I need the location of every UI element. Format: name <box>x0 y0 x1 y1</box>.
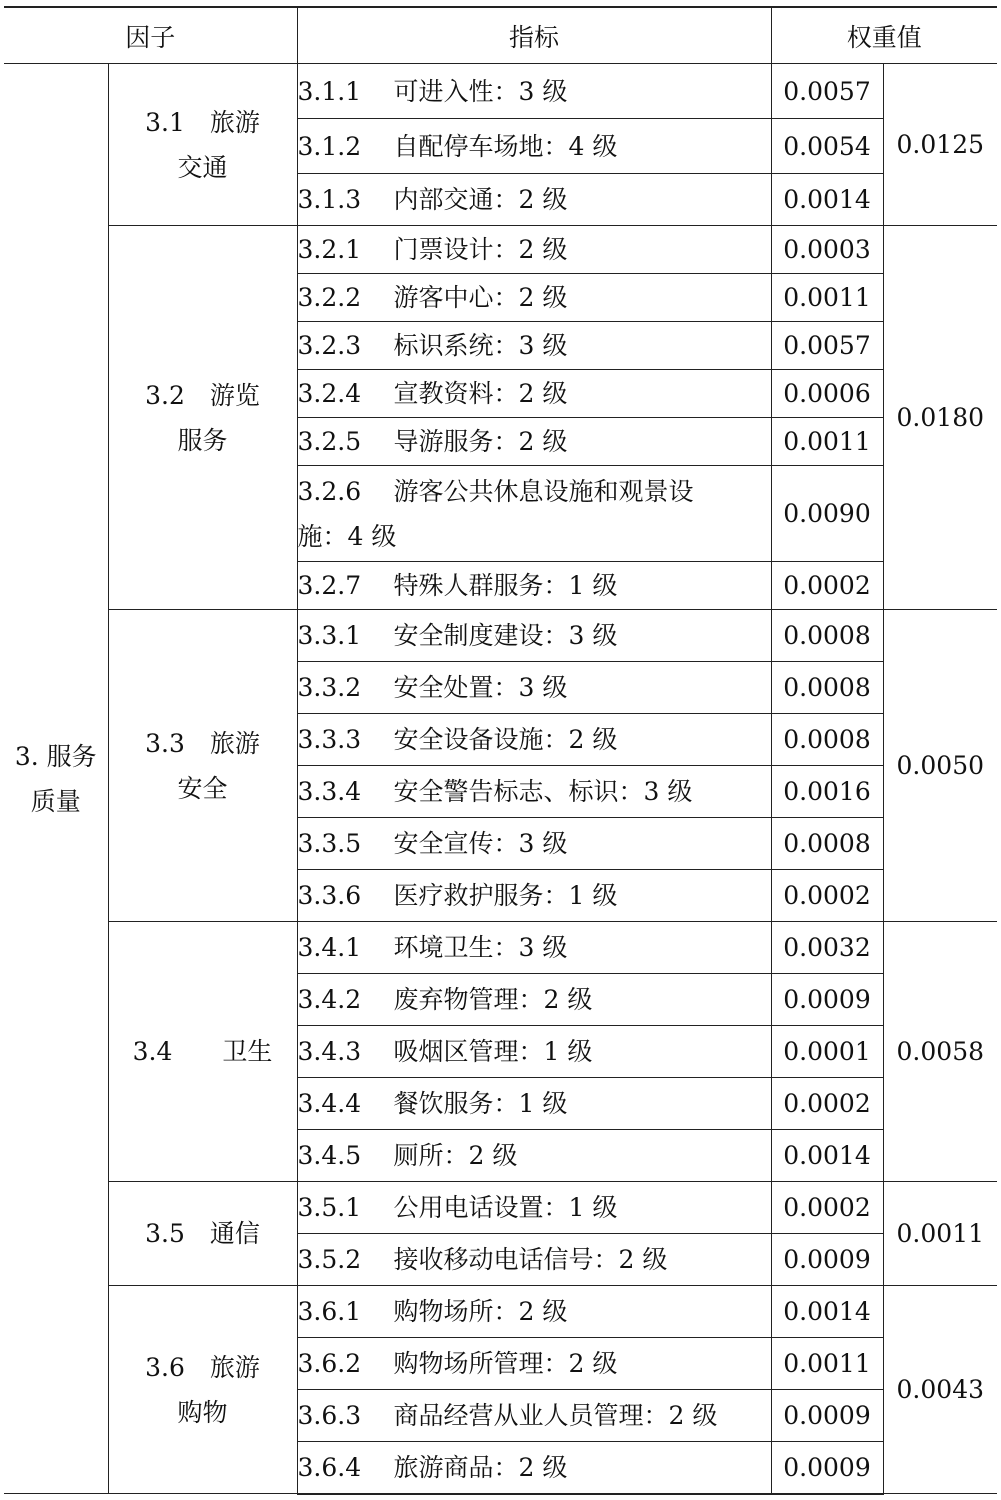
indicator-line <box>298 177 771 222</box>
indicator-line <box>298 469 771 514</box>
sub-factor-label: 3.2 游览 <box>145 380 260 410</box>
header-indicator: 指标 <box>297 7 771 64</box>
indicator-cell <box>297 662 771 714</box>
indicator-code: 3.3.5 <box>297 829 362 858</box>
indicator-cell <box>297 714 771 766</box>
sub-factor-label: 3.1 旅游 <box>145 107 260 137</box>
indicator-cell <box>297 274 771 322</box>
indicator-text: 标识系统：3 级 <box>393 331 568 360</box>
indicator-line <box>298 371 771 416</box>
indicator-cell <box>297 1390 771 1442</box>
group-weight-total: 0.0011 <box>883 1182 997 1286</box>
header-row <box>4 7 997 64</box>
weight-cell: 0.0006 <box>771 370 883 418</box>
group-weight-total: 0.0043 <box>883 1286 997 1494</box>
weight-cell: 0.0008 <box>771 818 883 870</box>
table-row <box>4 1286 997 1338</box>
indicator-line <box>298 227 771 272</box>
indicator-text: 安全制度建设：3 级 <box>393 621 618 650</box>
indicator-code: 3.6.3 <box>297 1401 362 1430</box>
indicator-cell <box>297 766 771 818</box>
table-body <box>4 64 997 1494</box>
indicator-text-continued: 施：4 级 <box>297 521 397 551</box>
weight-cell: 0.0011 <box>771 418 883 466</box>
indicator-line <box>298 419 771 464</box>
indicator-cell <box>297 418 771 466</box>
indicator-text: 接收移动电话信号：2 级 <box>393 1245 668 1274</box>
indicator-code: 3.3.6 <box>297 881 362 910</box>
indicator-code: 3.4.3 <box>297 1037 362 1066</box>
indicator-line <box>298 1341 771 1386</box>
indicator-line <box>298 1185 771 1230</box>
indicator-line <box>298 873 771 918</box>
sub-factor-cell <box>108 1286 297 1494</box>
indicator-code: 3.5.2 <box>297 1245 362 1274</box>
sub-factor-cell <box>108 64 297 226</box>
indicator-cell <box>297 1078 771 1130</box>
indicator-text: 宣教资料：2 级 <box>393 379 568 408</box>
weight-cell: 0.0008 <box>771 714 883 766</box>
indicator-code: 3.4.2 <box>297 985 362 1014</box>
indicator-line <box>298 563 771 608</box>
indicator-code: 3.4.5 <box>297 1141 362 1170</box>
main-factor-label: 3. 服务 <box>14 741 97 771</box>
sub-factor-label: 交通 <box>177 152 228 182</box>
indicator-cell <box>297 818 771 870</box>
indicator-cell <box>297 370 771 418</box>
indicator-code: 3.6.1 <box>297 1297 362 1326</box>
indicator-code: 3.2.1 <box>297 235 362 264</box>
indicator-cell <box>297 1130 771 1182</box>
indicator-cell <box>297 1286 771 1338</box>
weight-cell: 0.0014 <box>771 174 883 226</box>
group-weight-total: 0.0125 <box>883 64 997 226</box>
weight-cell: 0.0009 <box>771 974 883 1026</box>
weight-cell: 0.0002 <box>771 1182 883 1234</box>
sub-factor-cell <box>108 922 297 1182</box>
sub-factor-label: 购物 <box>177 1397 228 1427</box>
indicator-line <box>298 1081 771 1126</box>
indicator-text: 购物场所管理：2 级 <box>393 1349 618 1378</box>
indicator-cell <box>297 226 771 274</box>
weight-cell: 0.0008 <box>771 610 883 662</box>
header-factor: 因子 <box>4 7 297 64</box>
indicator-text: 商品经营从业人员管理：2 级 <box>393 1401 718 1430</box>
indicator-text: 游客公共休息设施和观景设 <box>393 476 694 506</box>
weight-cell: 0.0002 <box>771 562 883 610</box>
weight-cell: 0.0002 <box>771 870 883 922</box>
indicator-line <box>298 1393 771 1438</box>
indicator-line <box>298 613 771 658</box>
indicator-cell <box>297 64 771 119</box>
indicator-text: 废弃物管理：2 级 <box>393 985 593 1014</box>
indicator-cell <box>297 610 771 662</box>
sub-factor-label: 安全 <box>177 773 228 803</box>
indicator-line <box>298 69 771 114</box>
indicator-cell <box>297 119 771 174</box>
indicator-text: 内部交通：2 级 <box>393 185 568 214</box>
table-row <box>4 1182 997 1234</box>
indicator-code: 3.1.1 <box>297 76 362 106</box>
weight-cell: 0.0057 <box>771 64 883 119</box>
indicator-cell <box>297 322 771 370</box>
indicator-line <box>298 821 771 866</box>
weight-cell: 0.0057 <box>771 322 883 370</box>
indicator-code: 3.5.1 <box>297 1193 362 1222</box>
indicator-line <box>298 275 771 320</box>
indicator-code: 3.3.1 <box>297 621 362 650</box>
indicator-code: 3.1.3 <box>297 185 362 214</box>
sub-factor-label: 3.6 旅游 <box>145 1352 260 1382</box>
indicator-text: 厕所：2 级 <box>393 1141 518 1170</box>
weight-cell: 0.0011 <box>771 1338 883 1390</box>
indicator-cell <box>297 1338 771 1390</box>
table-row <box>4 922 997 974</box>
weight-cell: 0.0001 <box>771 1026 883 1078</box>
main-factor-label: 质量 <box>30 786 81 816</box>
indicator-code: 3.2.5 <box>297 427 362 456</box>
indicator-text: 环境卫生：3 级 <box>393 933 568 962</box>
indicator-text: 公用电话设置：1 级 <box>393 1193 618 1222</box>
indicator-code: 3.2.2 <box>297 283 362 312</box>
indicator-text: 安全宣传：3 级 <box>393 829 568 858</box>
indicator-text: 吸烟区管理：1 级 <box>393 1037 593 1066</box>
indicator-cell <box>297 870 771 922</box>
table-row <box>4 64 997 119</box>
indicator-line <box>298 665 771 710</box>
indicator-code: 3.2.6 <box>297 476 362 506</box>
indicator-code: 3.4.1 <box>297 933 362 962</box>
indicator-code: 3.2.3 <box>297 331 362 360</box>
sub-factor-cell <box>108 1182 297 1286</box>
header-weight: 权重值 <box>771 7 997 64</box>
weight-cell: 0.0003 <box>771 226 883 274</box>
indicator-text: 安全警告标志、标识：3 级 <box>393 777 693 806</box>
weight-table <box>4 6 997 1495</box>
indicator-cell <box>297 974 771 1026</box>
indicator-text: 游客中心：2 级 <box>393 283 568 312</box>
table-row <box>4 226 997 274</box>
indicator-cell <box>297 1026 771 1078</box>
indicator-text: 餐饮服务：1 级 <box>393 1089 568 1118</box>
indicator-cell <box>297 562 771 610</box>
weight-cell: 0.0008 <box>771 662 883 714</box>
weight-cell: 0.0016 <box>771 766 883 818</box>
indicator-line <box>298 1133 771 1178</box>
indicator-line <box>298 1029 771 1074</box>
indicator-code: 3.4.4 <box>297 1089 362 1118</box>
main-factor-cell <box>4 64 108 1494</box>
indicator-line <box>298 977 771 1022</box>
group-weight-total: 0.0180 <box>883 226 997 610</box>
group-weight-total: 0.0058 <box>883 922 997 1182</box>
indicator-code: 3.3.4 <box>297 777 362 806</box>
indicator-code: 3.1.2 <box>297 131 362 161</box>
indicator-cell <box>297 922 771 974</box>
weight-cell: 0.0090 <box>771 466 883 562</box>
indicator-text: 导游服务：2 级 <box>393 427 568 456</box>
sub-factor-cell <box>108 226 297 610</box>
indicator-text: 可进入性：3 级 <box>393 76 568 106</box>
indicator-text: 安全处置：3 级 <box>393 673 568 702</box>
indicator-line <box>298 925 771 970</box>
indicator-code: 3.6.2 <box>297 1349 362 1378</box>
weight-cell: 0.0014 <box>771 1286 883 1338</box>
sub-factor-cell <box>108 610 297 922</box>
weight-cell: 0.0009 <box>771 1442 883 1494</box>
indicator-code: 3.6.4 <box>297 1452 362 1482</box>
indicator-text: 自配停车场地：4 级 <box>393 131 618 161</box>
weight-cell: 0.0014 <box>771 1130 883 1182</box>
sub-factor-label: 3.5 通信 <box>145 1219 260 1248</box>
sub-factor-label: 3.4 卫生 <box>132 1037 273 1066</box>
indicator-text: 医疗救护服务：1 级 <box>393 881 618 910</box>
indicator-text: 门票设计：2 级 <box>393 235 568 264</box>
table-row <box>4 610 997 662</box>
indicator-line <box>298 323 771 368</box>
indicator-cell <box>297 174 771 226</box>
weight-cell: 0.0054 <box>771 119 883 174</box>
indicator-cell <box>297 1182 771 1234</box>
indicator-text: 特殊人群服务：1 级 <box>393 571 618 600</box>
sub-factor-label: 服务 <box>177 425 228 455</box>
indicator-code: 3.2.4 <box>297 379 362 408</box>
indicator-line <box>298 1237 771 1282</box>
indicator-line <box>298 124 771 169</box>
indicator-text: 旅游商品：2 级 <box>393 1452 568 1482</box>
indicator-line <box>298 717 771 762</box>
weight-cell: 0.0011 <box>771 274 883 322</box>
indicator-text: 安全设备设施：2 级 <box>393 725 618 754</box>
sub-factor-label: 3.3 旅游 <box>145 728 260 758</box>
indicator-text: 购物场所：2 级 <box>393 1297 568 1326</box>
group-weight-total: 0.0050 <box>883 610 997 922</box>
weight-cell: 0.0009 <box>771 1234 883 1286</box>
weight-cell: 0.0009 <box>771 1390 883 1442</box>
indicator-code: 3.3.3 <box>297 725 362 754</box>
weight-cell: 0.0002 <box>771 1078 883 1130</box>
indicator-cell <box>297 466 771 562</box>
indicator-line <box>298 1445 771 1490</box>
indicator-code: 3.3.2 <box>297 673 362 702</box>
indicator-cell <box>297 1442 771 1494</box>
indicator-line <box>298 1289 771 1334</box>
weight-cell: 0.0032 <box>771 922 883 974</box>
indicator-code: 3.2.7 <box>297 571 362 600</box>
indicator-line <box>298 769 771 814</box>
indicator-cell <box>297 1234 771 1286</box>
